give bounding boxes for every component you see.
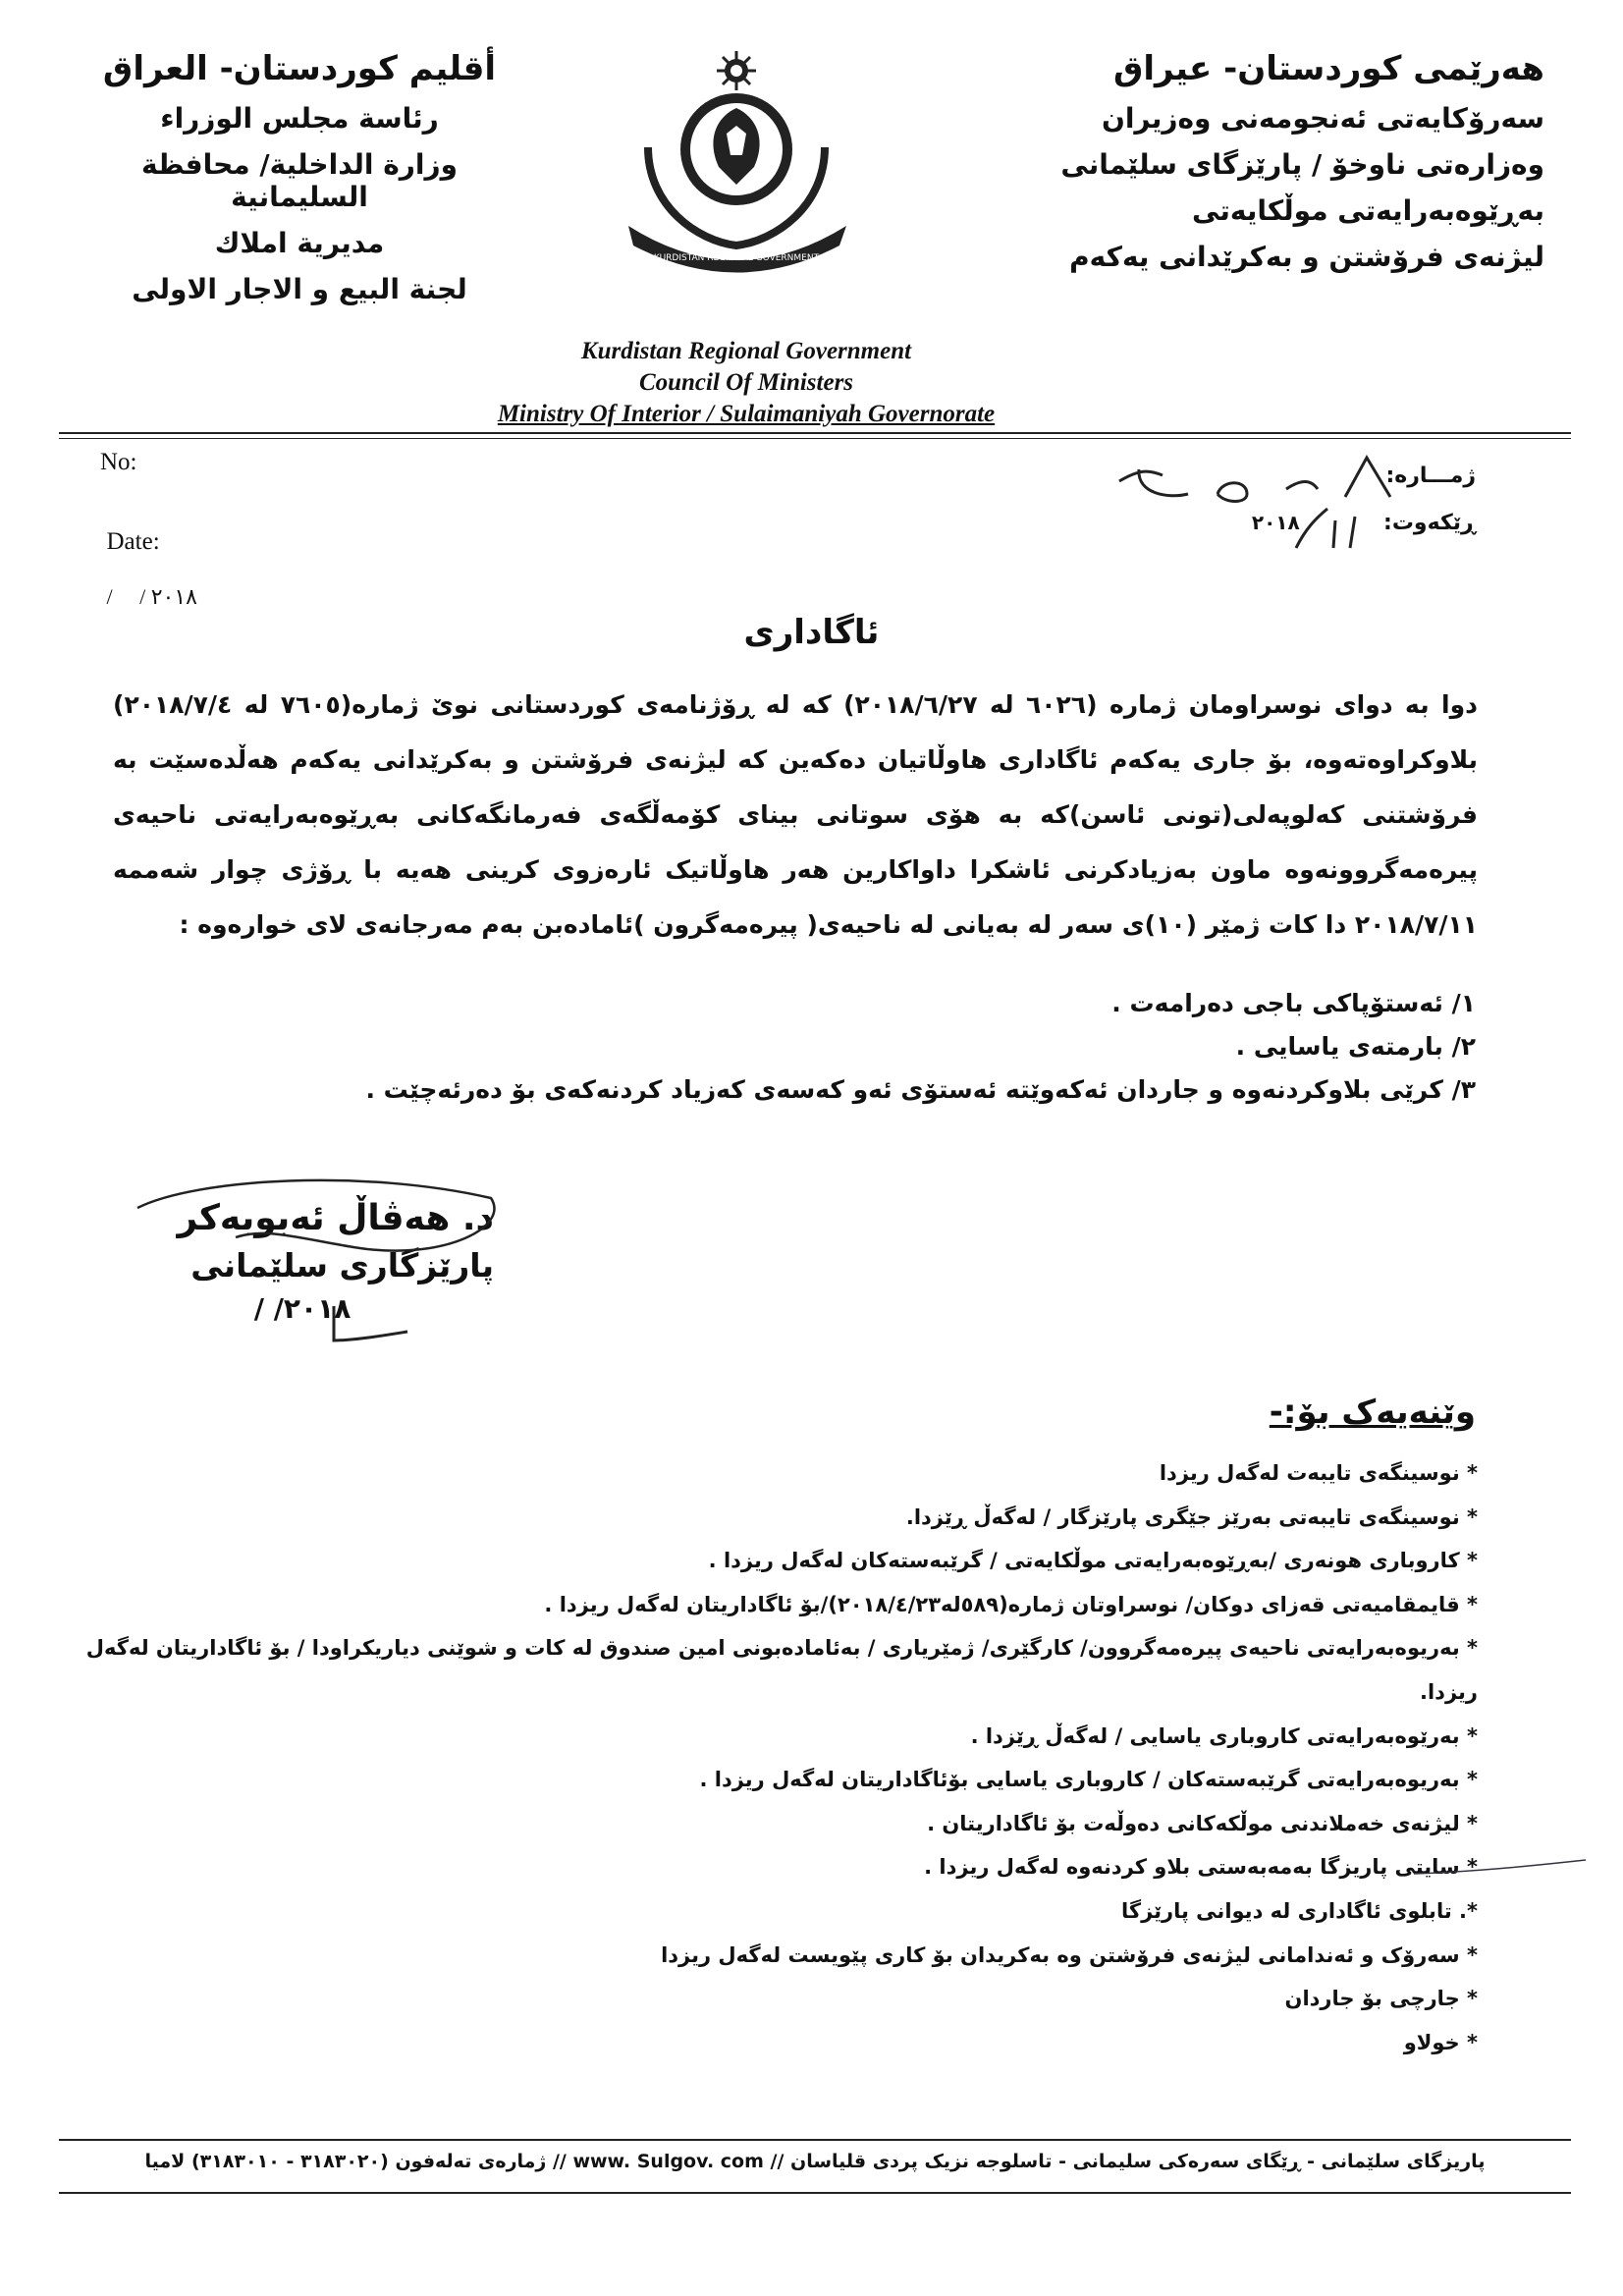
date-value-kurdish: ٢٠١٨ — [1251, 511, 1300, 534]
copy-item: * قایمقامیەتی قەزای دوکان/ نوسراوتان ژمارە(٥٨٩لە٢٠١٨/٤/٢٣)/بۆ ئاگاداریتان لەگەل ریزدا . — [544, 1592, 1478, 1616]
copy-item: * بەریوەبەرایەتی ناحیەی پیرەمەگروون/ کارگێری/ ژمێریاری / بەئامادەبونی امین صندوق لە کات و شوێنی دیاریکراودا / بۆ ئاگاداریتان لەگەل ریزدا. — [85, 1636, 1478, 1704]
copy-item: *. تابلوی ئاگاداری لە دیوانی پارێزگا — [1120, 1898, 1478, 1923]
notice-item: ٣/ کرێی بلاوکردنەوە و جاردان ئەکەوێتە ئەستۆی ئەو کەسەی کەزیاد کردنەکەی بۆ دەرئەچێت . — [365, 1075, 1476, 1104]
header-arabic-line1: أقليم كوردستان- العراق — [102, 49, 497, 88]
header-arabic-line5: لجنة البيع و الاجار الاولى — [132, 273, 467, 305]
header-kurdish-line1: هەرێمی کوردستان- عیراق — [1112, 49, 1544, 88]
notice-item: ٢/ بارمتەی یاسایی . — [1235, 1032, 1476, 1061]
date-label: Date: — [106, 528, 160, 555]
header-english-line2: Council Of Ministers — [638, 369, 854, 396]
header-kurdish-line5: لیژنەی فرۆشتن و بەکرێدانی یەکەم — [1069, 241, 1544, 273]
header-english-line1: Kurdistan Regional Government — [580, 338, 912, 364]
copy-item: * نوسینگەی تایبەت لەگەل ریزدا — [1159, 1461, 1478, 1485]
header-kurdish-line3: وەزارەتی ناوخۆ / پارێزگای سلێمانی — [1060, 148, 1544, 181]
copies-title: وێنەیەک بۆ:- — [1269, 1393, 1476, 1432]
svg-text:KURDISTAN REGIONAL GOVERNMENT: KURDISTAN REGIONAL GOVERNMENT — [653, 253, 820, 263]
notice-title: ئاگاداری — [743, 613, 880, 652]
copies-list — [44, 1451, 1478, 2064]
handwritten-signature — [118, 1169, 511, 1286]
copy-item: * بەریوەبەرایەتی گرێبەستەکان / کاروباری یاسایی بۆئاگاداریتان لەگەل ریزدا . — [699, 1768, 1478, 1792]
signatory-name: د. هەڤاڵ ئەبوبەکر — [177, 1198, 494, 1238]
header-kurdish-line4: بەڕێوەبەرایەتی موڵکایەتی — [1192, 194, 1544, 227]
copy-item: * جارچی بۆ جاردان — [1284, 1987, 1478, 2011]
pen-stroke-mark — [1414, 1854, 1591, 1884]
footer-rule-top — [59, 2139, 1571, 2141]
header-rule-thin — [59, 438, 1571, 439]
header-arabic-line4: مديرية املاك — [214, 227, 385, 259]
header-rule — [59, 432, 1571, 434]
signature-date: ٢٠١٨/ / — [253, 1292, 352, 1325]
header-arabic-line3: وزارة الداخلية/ محافظة السليمانية — [140, 148, 458, 213]
notice-item: ١/ ئەستۆپاکی باجی دەرامەت . — [1111, 989, 1476, 1017]
notice-paragraph: دوا بە دوای نوسراومان ژمارە (٦٠٢٦ لە ٢٠١٨/٦/٢٧) کە لە ڕۆژنامەی کوردستانی نوێ ژمارە(٧٦٠٥ لە ٢٠١٨/٧/٤) بلاوکراوەتەوە، بۆ جاری یەکەم ئاگاداری هاوڵاتیان دەکەین کە لیژنەی فرۆشتن و بەکرێدانی یەکەم هەڵدەسێت بە فرۆشتنی کەلوپەلی(تونی ئاسن)کە بە هۆی سوتانی بینای کۆمەڵگەی فەرمانگەکانی بەڕێوەبەرایەتی ناحیەی پیرەمەگروونەوە ماون بەزیادکرنی ئاشکرا داواکارین هەر هاوڵاتیک ئارەزوی کرینی هەیە با ڕۆژی چوار شەممە ٢٠١٨/٧/١١ دا کات ژمێر (١٠)ی سەر لە بەیانی لە ناحیەی( پیرەمەگرون )ئامادەبن بەم مەرجانەی لای خوارەوە : — [113, 690, 1478, 939]
copy-item: * کاروباری هونەری /بەڕێوەبەرایەتی موڵکایەتی / گرێبەستەکان لەگەل ریزدا . — [708, 1549, 1478, 1573]
header-english — [432, 336, 1060, 430]
header-arabic — [88, 49, 511, 319]
copy-item: * لیژنەی خەملاندنی موڵکەکانی دەوڵەت بۆ ئاگاداریتان . — [927, 1811, 1478, 1835]
date-label-kurdish: ڕێکەوت: — [1383, 511, 1476, 535]
header-arabic-line2: رئاسة مجلس الوزراء — [160, 102, 439, 135]
handwritten-date-mark — [324, 1296, 422, 1355]
number-label: No: — [100, 449, 137, 475]
notice-items — [111, 982, 1476, 1112]
handwritten-number-mark — [1109, 450, 1424, 558]
copy-item: * بەرێوەبەرایەتی کاروباری یاسایی / لەگەڵ ڕێزدا . — [970, 1723, 1478, 1748]
copy-item: * سایتی پاریزگا بەمەبەستی بلاو کردنەوە لەگەل ریزدا . — [924, 1855, 1478, 1880]
header-kurdish-line2: سەرۆکایەتی ئەنجومەنی وەزیران — [1101, 102, 1544, 135]
number-label-kurdish: ژمـــارە: — [1385, 464, 1476, 488]
header-kurdish — [1034, 49, 1544, 287]
header-english-line3: Ministry Of Interior / Sulaimaniyah Governorate — [497, 401, 996, 427]
date-label-group — [94, 501, 197, 611]
date-value: / / ٢٠١٨ — [106, 584, 197, 609]
footer-rule-bottom — [59, 2192, 1571, 2194]
krg-emblem-logo — [589, 39, 884, 275]
copy-item: * نوسینگەی تایبەتی بەرێز جێگری پارێزگار / لەگەڵ ڕێزدا. — [905, 1504, 1478, 1529]
copy-item: * سەرۆک و ئەندامانی لیژنەی فرۆشتن وە بەکریدان بۆ کاری پێویست لەگەل ریزدا — [661, 1942, 1478, 1967]
copy-item: * خولاو — [1403, 2030, 1478, 2054]
footer-text: پاریزگای سلێمانی - ڕێگای سەرەکی سلیمانی - تاسلوجە نزیک پردی قلیاسان // www. Sulgov. com // ژمارەی تەلەفون (٣١٨٣٠٢٠ - ٣١٨٣٠١٠) لامیا — [144, 2151, 1486, 2172]
signatory-title: پارێزگاری سلێمانی — [190, 1246, 494, 1285]
